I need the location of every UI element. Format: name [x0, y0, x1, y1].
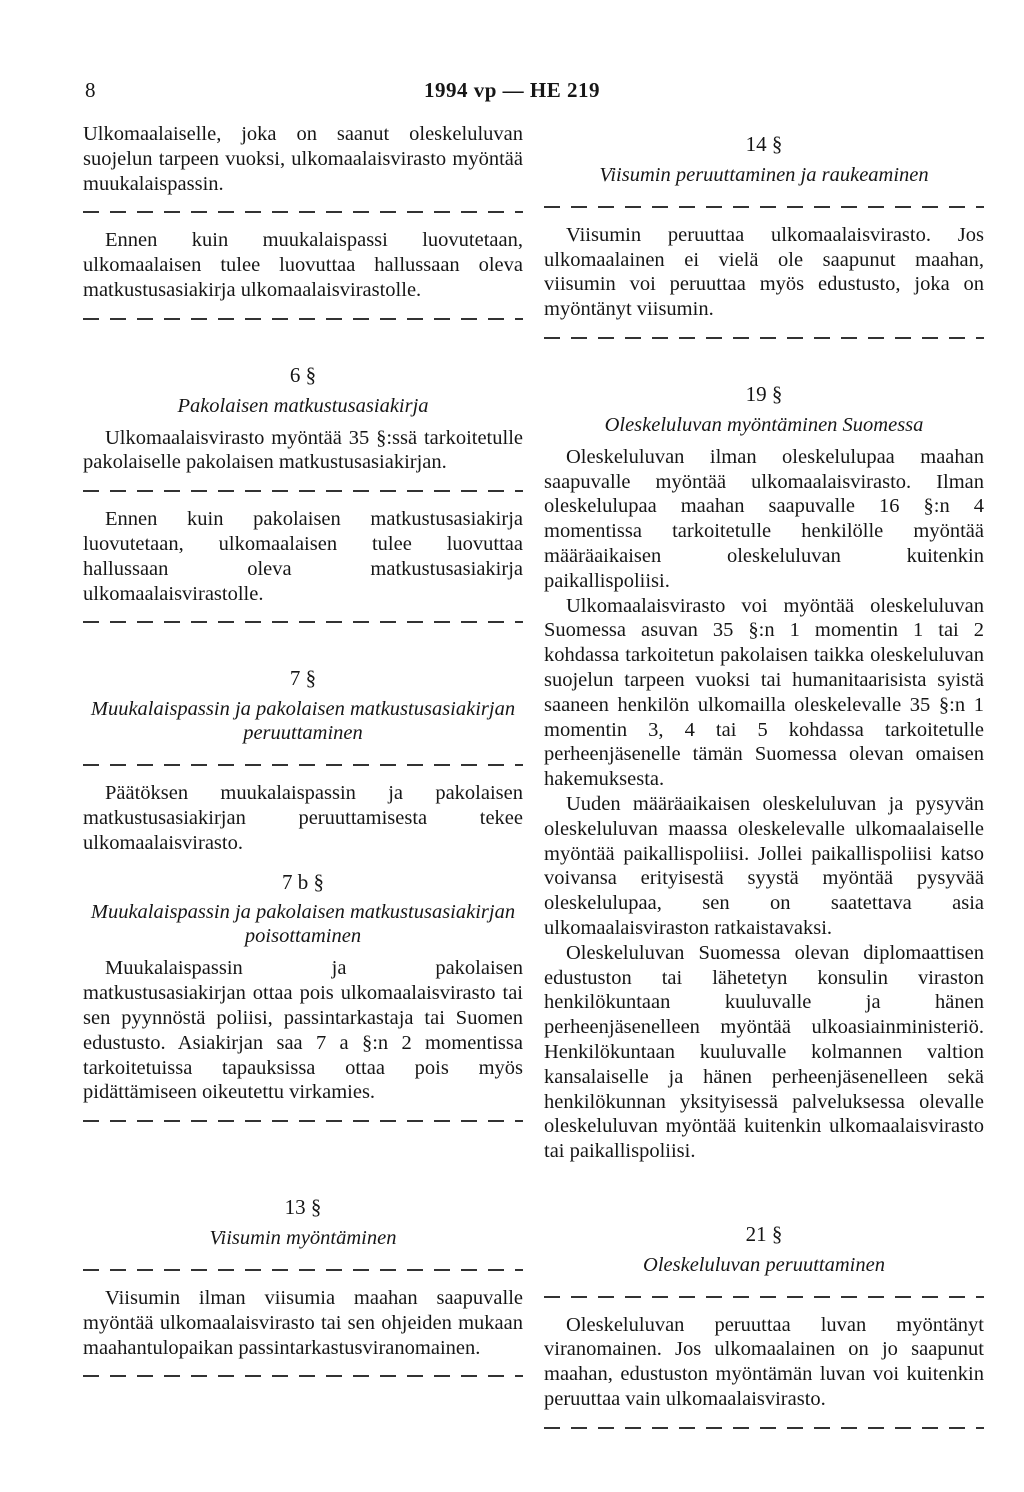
paragraph: Ulkomaalaisvirasto myöntää 35 §:ssä tarkoitetulle pakolaiselle pakolaisen matkustusasiakirjan. — [83, 426, 523, 474]
section-number: 7 § — [289, 666, 317, 691]
paragraph: Ennen kuin muukalaispassi luovutetaan, ulkomaalaisen tulee luovuttaa hallussaan oleva matkustusasiakirja ulkomaalaisvirastolle. — [83, 229, 523, 301]
omission-dashes — [544, 326, 984, 348]
omission-dashes — [83, 753, 523, 775]
section-number: 7 b § — [282, 869, 324, 894]
paragraph: Ulkomaalaisvirasto voi myöntää oleskeluluvan Suomessa asuvan 35 §:n 1 momentin 1 tai 2 kohdassa tarkoitetun pakolaisen taikka oleskeluluvan suojelun tarpeen vuoksi tai humanitaarisista syistä saaneen henkilön ulkomailla oleskelevalle 35 §:n 1 momentin 3, 4 tai 5 kohdassa tarkoitetulle perheenjäsenelle tämän Suomessa olevan omaisen hakemuksesta. — [544, 594, 984, 791]
omission-dashes — [83, 1109, 523, 1131]
paragraph: Ennen kuin pakolaisen matkustusasiakirja luovutetaan, ulkomaalaisen tulee luovuttaa hallussaan oleva matkustusasiakirja ulkomaalaisvirastolle. — [83, 508, 523, 605]
section-number: 13 § — [284, 1195, 322, 1220]
paragraph: Oleskeluluvan ilman oleskelulupaa maahan saapuvalle myöntää ulkomaalaisvirasto. Ilman oleskelulupaa maahan saapuvalle 16 §:n 4 momentissa tarkoitetulle henkilölle myöntää määräaikaisen oleskeluluvan kuitenkin paikallispoliisi. — [544, 445, 984, 592]
section-title: Pakolaisen matkustusasiakirja — [177, 394, 429, 417]
omission-dashes — [83, 200, 523, 222]
running-head: 1994 vp — HE 219 — [423, 78, 601, 102]
section-title: Oleskeluluvan myöntäminen Suomessa — [604, 413, 924, 436]
omission-dashes — [83, 307, 523, 329]
section-number: 6 § — [289, 362, 317, 387]
omission-dashes — [83, 479, 523, 501]
section-title: Oleskeluluvan peruuttaminen — [643, 1253, 885, 1276]
omission-dashes — [544, 195, 984, 217]
paragraph: Oleskeluluvan peruuttaa luvan myöntänyt viranomainen. Jos ulkomaalainen on jo saapunut maahan, edustuston myöntämän luvan voi kuitenkin peruuttaa vain ulkomaalaisvirasto. — [544, 1313, 984, 1411]
paragraph: Oleskeluluvan Suomessa olevan diplomaattisen edustuston tai lähetetyn konsulin viraston henkilökuntaan kuuluvalle ja hänen perheenjäsenelleen myöntää ulkoasiainministeriö. Henkilökuntaan kuuluvalle kolmannen valtion kansalaiselle ja hänen perheenjäsenelleen sekä henkilökunnan yksityisessä palveluksessa olevalle oleskeluluvan myöntää kuitenkin ulkomaalaisvirasto tai paikallispoliisi. — [544, 941, 984, 1163]
paragraph: Uuden määräaikaisen oleskeluluvan ja pysyvän oleskeluluvan maassa oleskelevalle ulkomaalaiselle myöntää paikallispoliisi. Jollei paikallispoliisi katso voivansa erityisestä syystä myöntää pysyvää oleskelulupaa, sen on saatettava asia ulkomaalaisviraston ratkaistavaksi. — [544, 792, 984, 939]
omission-dashes — [83, 1364, 523, 1386]
omission-dashes — [544, 1285, 984, 1307]
section-title: Viisumin myöntäminen — [209, 1226, 397, 1249]
omission-dashes — [544, 1416, 984, 1438]
section-number: 21 § — [745, 1221, 783, 1246]
paragraph: Ulkomaalaiselle, joka on saanut oleskeluluvan suojelun tarpeen vuoksi, ulkomaalaisvirasto myöntää muukalaispassin. — [83, 123, 523, 195]
left-column — [83, 122, 523, 1392]
section-title: Muukalaispassin ja pakolaisen matkustusasiakirjan peruuttaminen — [90, 698, 516, 745]
section-title: Viisumin peruuttaminen ja raukeaminen — [599, 163, 929, 186]
right-column — [544, 122, 984, 1444]
omission-dashes — [83, 1258, 523, 1280]
paragraph: Päätöksen muukalaispassin ja pakolaisen matkustusasiakirjan peruuttamisesta tekee ulkomaalaisvirasto. — [83, 782, 523, 854]
section-number: 14 § — [745, 132, 783, 156]
paragraph: Muukalaispassin ja pakolaisen matkustusasiakirjan ottaa pois ulkomaalaisvirasto tai sen pyynnöstä poliisi, passintarkastaja tai Suomen edustusto. Asiakirjan saa 7 a §:n 2 momentissa tarkoitetuissa tapauksissa ottaa pois myös pidättämiseen oikeutettu virkamies. — [83, 957, 523, 1104]
paragraph: Viisumin peruuttaa ulkomaalaisvirasto. Jos ulkomaalainen ei vielä ole saapunut maahan, viisumin voi peruuttaa myös edustusto, joka on myöntänyt viisumin. — [544, 223, 984, 321]
page-number: 8 — [85, 78, 96, 102]
section-number: 19 § — [745, 381, 783, 406]
paragraph: Viisumin ilman viisumia maahan saapuvalle myöntää ulkomaalaisvirasto tai sen ohjeiden mukaan maahantulopaikan passintarkastusviranomainen. — [83, 1286, 523, 1359]
section-title: Muukalaispassin ja pakolaisen matkustusasiakirjan poisottaminen — [90, 901, 516, 948]
omission-dashes — [83, 610, 523, 632]
